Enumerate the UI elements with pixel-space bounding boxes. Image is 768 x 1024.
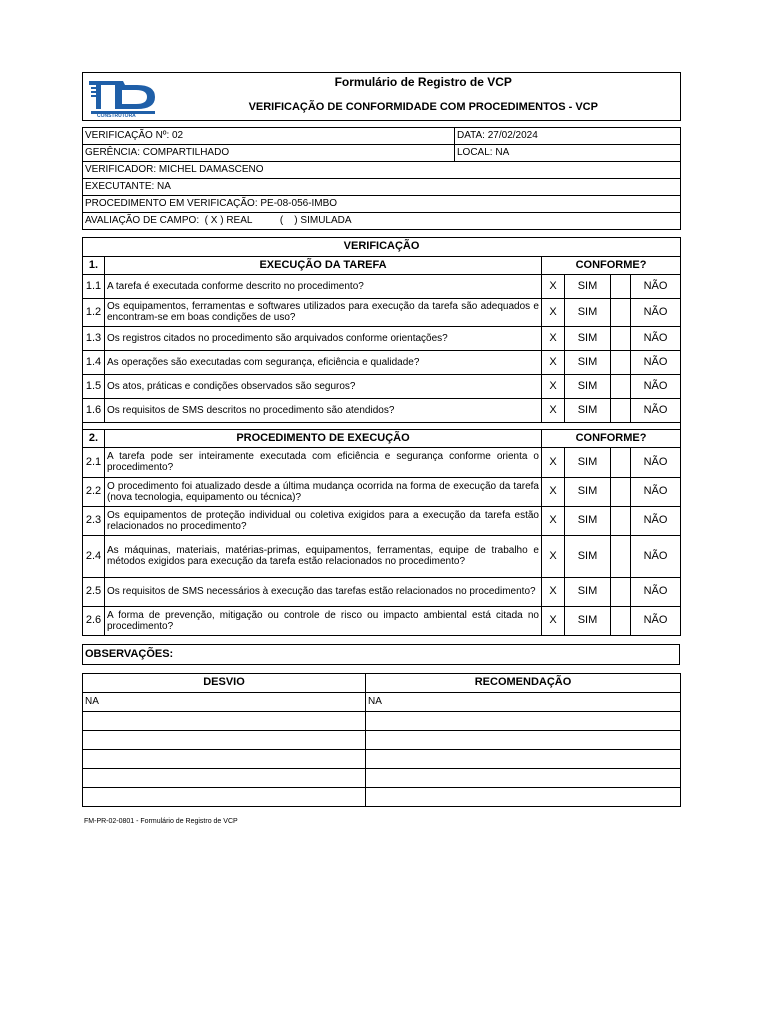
item-nao-checkbox[interactable]: [611, 535, 631, 577]
item-mark-x[interactable]: X: [542, 606, 565, 635]
item-nao: NÃO: [631, 398, 681, 422]
desvio-row: [83, 768, 681, 787]
item-sim: SIM: [565, 506, 611, 535]
checklist-row: [83, 350, 681, 374]
item-mark-x[interactable]: X: [542, 298, 565, 326]
item-nao: NÃO: [631, 577, 681, 606]
recomendacao-cell[interactable]: [366, 768, 681, 787]
item-question: A tarefa pode ser inteiramente executada com eficiência e segurança conforme orienta o procedimento?: [105, 447, 542, 477]
section1-conforme: CONFORME?: [542, 256, 681, 274]
checklist-row: [83, 506, 681, 535]
item-question: Os equipamentos, ferramentas e softwares utilizados para execução da tarefa são adequados e encontram-se em boas condições de uso?: [105, 298, 542, 326]
form-title: Formulário de Registro de VCP: [334, 75, 512, 89]
checklist-row: [83, 606, 681, 635]
item-mark-x[interactable]: X: [542, 577, 565, 606]
logo-cell: [83, 73, 167, 121]
item-mark-x[interactable]: X: [542, 506, 565, 535]
verification-title: VERIFICAÇÃO: [83, 237, 681, 256]
item-question: Os requisitos de SMS descritos no procedimento são atendidos?: [105, 398, 542, 422]
item-number: 2.4: [83, 535, 105, 577]
item-nao-checkbox[interactable]: [611, 374, 631, 398]
item-number: 2.2: [83, 477, 105, 506]
item-question: As máquinas, materiais, matérias-primas, equipamentos, ferramentas, equipe de trabalho e métodos exigidos para execução da tarefa estão relacionados no procedimento?: [105, 535, 542, 577]
item-number: 1.1: [83, 274, 105, 298]
recomendacao-cell[interactable]: [366, 787, 681, 806]
item-mark-x[interactable]: X: [542, 274, 565, 298]
item-number: 1.2: [83, 298, 105, 326]
item-nao: NÃO: [631, 374, 681, 398]
checklist-row: [83, 535, 681, 577]
executante-field: EXECUTANTE: NA: [83, 178, 681, 195]
checklist-row: [83, 447, 681, 477]
item-question: Os atos, práticas e condições observados são seguros?: [105, 374, 542, 398]
form-footer: FM-PR-02-0801 - Formulário de Registro de VCP: [84, 818, 238, 825]
item-nao-checkbox[interactable]: [611, 298, 631, 326]
item-nao: NÃO: [631, 298, 681, 326]
item-nao-checkbox[interactable]: [611, 477, 631, 506]
item-nao: NÃO: [631, 326, 681, 350]
item-number: 1.3: [83, 326, 105, 350]
logo-label: CONSTRUTORA: [97, 113, 136, 119]
item-sim: SIM: [565, 274, 611, 298]
item-mark-x[interactable]: X: [542, 374, 565, 398]
item-nao-checkbox[interactable]: [611, 447, 631, 477]
observations-table: [82, 644, 680, 665]
desvio-cell[interactable]: NA: [83, 692, 366, 711]
date-field: DATA: 27/02/2024: [455, 127, 681, 144]
verification-table: [82, 237, 681, 636]
item-number: 2.1: [83, 447, 105, 477]
section2-number: 2.: [83, 429, 105, 447]
recomendacao-cell[interactable]: NA: [366, 692, 681, 711]
item-nao-checkbox[interactable]: [611, 398, 631, 422]
item-mark-x[interactable]: X: [542, 326, 565, 350]
item-mark-x[interactable]: X: [542, 477, 565, 506]
item-number: 1.4: [83, 350, 105, 374]
item-nao: NÃO: [631, 274, 681, 298]
verificacao-number: VERIFICAÇÃO Nº: 02: [83, 127, 455, 144]
checklist-row: [83, 477, 681, 506]
item-question: O procedimento foi atualizado desde a última mudança ocorrida na forma de execução da tarefa (nova tecnologia, equipamento ou técnica)?: [105, 477, 542, 506]
checklist-row: [83, 398, 681, 422]
item-nao: NÃO: [631, 350, 681, 374]
item-sim: SIM: [565, 477, 611, 506]
form-title-cell: [167, 73, 681, 120]
item-mark-x[interactable]: X: [542, 447, 565, 477]
desvio-cell[interactable]: [83, 768, 366, 787]
recomendacao-cell[interactable]: [366, 749, 681, 768]
verificador-field: VERIFICADOR: MICHEL DAMASCENO: [83, 161, 681, 178]
section1-title: EXECUÇÃO DA TAREFA: [105, 256, 542, 274]
checklist-row: [83, 298, 681, 326]
item-mark-x[interactable]: X: [542, 350, 565, 374]
recomendacao-cell[interactable]: [366, 730, 681, 749]
info-table: [82, 127, 681, 230]
desvio-cell[interactable]: [83, 730, 366, 749]
desvio-row: [83, 692, 681, 711]
item-nao: NÃO: [631, 447, 681, 477]
item-sim: SIM: [565, 577, 611, 606]
item-nao: NÃO: [631, 535, 681, 577]
item-number: 2.3: [83, 506, 105, 535]
item-sim: SIM: [565, 447, 611, 477]
checklist-row: [83, 274, 681, 298]
section1-number: 1.: [83, 256, 105, 274]
desvio-table: [82, 673, 681, 807]
item-nao-checkbox[interactable]: [611, 326, 631, 350]
item-number: 1.5: [83, 374, 105, 398]
desvio-cell[interactable]: [83, 787, 366, 806]
item-nao-checkbox[interactable]: [611, 577, 631, 606]
item-mark-x[interactable]: X: [542, 535, 565, 577]
desvio-cell[interactable]: [83, 711, 366, 730]
item-question: A tarefa é executada conforme descrito no procedimento?: [105, 274, 542, 298]
item-sim: SIM: [565, 535, 611, 577]
section2-conforme: CONFORME?: [542, 429, 681, 447]
item-number: 1.6: [83, 398, 105, 422]
checklist-row: [83, 326, 681, 350]
item-number: 2.5: [83, 577, 105, 606]
avaliacao-field: AVALIAÇÃO DE CAMPO: ( X ) REAL ( ) SIMULADA: [83, 212, 681, 229]
item-nao-checkbox[interactable]: [611, 506, 631, 535]
section2-header: [83, 429, 681, 447]
desvio-row: [83, 749, 681, 768]
recomendacao-header: RECOMENDAÇÃO: [366, 673, 681, 692]
item-question: Os requisitos de SMS necessários à execução das tarefas estão relacionados no procedimento?: [105, 577, 542, 606]
item-nao: NÃO: [631, 506, 681, 535]
form-subtitle: VERIFICAÇÃO DE CONFORMIDADE COM PROCEDIMENTOS - VCP: [248, 101, 598, 113]
procedimento-field: PROCEDIMENTO EM VERIFICAÇÃO: PE-08-056-IMBO: [83, 195, 681, 212]
header-table: [82, 72, 681, 121]
item-question: As operações são executadas com segurança, eficiência e qualidade?: [105, 350, 542, 374]
item-mark-x[interactable]: X: [542, 398, 565, 422]
desvio-row: [83, 711, 681, 730]
item-number: 2.6: [83, 606, 105, 635]
desvio-row: [83, 730, 681, 749]
item-nao: NÃO: [631, 606, 681, 635]
recomendacao-cell[interactable]: [366, 711, 681, 730]
item-sim: SIM: [565, 350, 611, 374]
item-nao-checkbox[interactable]: [611, 606, 631, 635]
item-sim: SIM: [565, 374, 611, 398]
desvio-row: [83, 787, 681, 806]
section2-title: PROCEDIMENTO DE EXECUÇÃO: [105, 429, 542, 447]
local-field: LOCAL: NA: [455, 144, 681, 161]
item-question: A forma de prevenção, mitigação ou controle de risco ou impacto ambiental está citada no procedimento?: [105, 606, 542, 635]
item-sim: SIM: [565, 398, 611, 422]
item-question: Os equipamentos de proteção individual ou coletiva exigidos para a execução da tarefa estão relacionados no procedimento?: [105, 506, 542, 535]
desvio-cell[interactable]: [83, 749, 366, 768]
checklist-row: [83, 577, 681, 606]
item-sim: SIM: [565, 326, 611, 350]
desvio-header: DESVIO: [83, 673, 366, 692]
gerencia-field: GERÊNCIA: COMPARTILHADO: [83, 144, 455, 161]
observations-label: OBSERVAÇÕES:: [83, 644, 680, 664]
checklist-row: [83, 374, 681, 398]
item-nao-checkbox[interactable]: [611, 350, 631, 374]
item-nao: NÃO: [631, 477, 681, 506]
item-nao-checkbox[interactable]: [611, 274, 631, 298]
item-sim: SIM: [565, 298, 611, 326]
form-page: [82, 72, 680, 807]
item-question: Os registros citados no procedimento são arquivados conforme orientações?: [105, 326, 542, 350]
item-sim: SIM: [565, 606, 611, 635]
section1-header: [83, 256, 681, 274]
